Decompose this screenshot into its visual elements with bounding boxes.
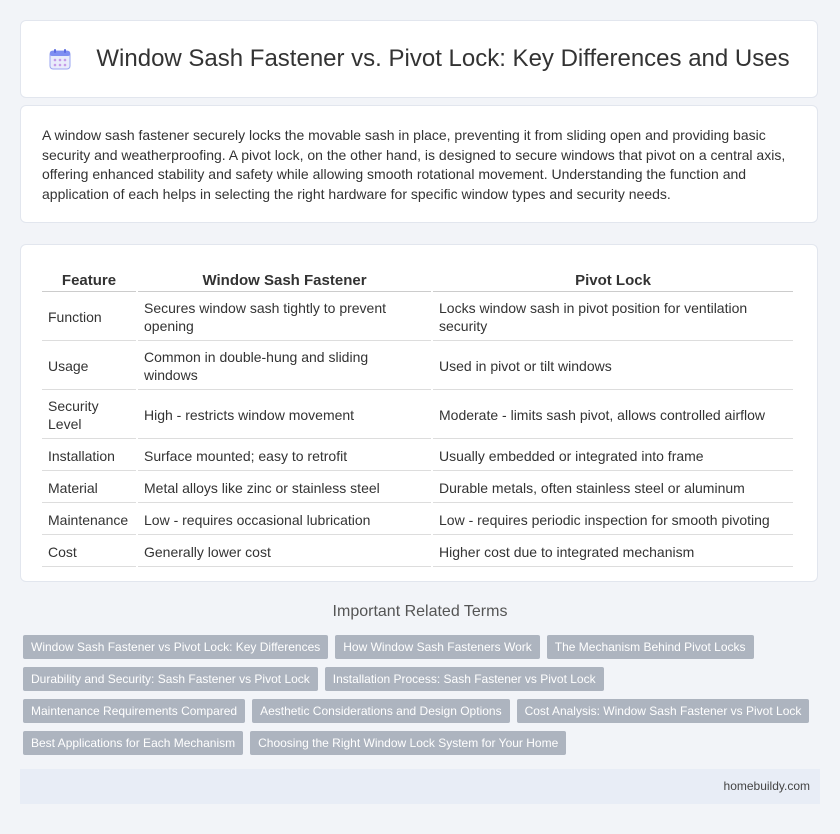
sash-fastener-cell: Low - requires occasional lubrication xyxy=(138,505,431,535)
related-terms-title: Important Related Terms xyxy=(332,603,508,620)
footer xyxy=(20,769,820,804)
comparison-card xyxy=(20,244,818,582)
feature-cell: Installation xyxy=(42,441,136,471)
header-sash-fastener: Window Sash Fastener xyxy=(138,268,431,292)
related-tag-choosing-lock[interactable]: Choosing the Right Window Lock System for Your Home xyxy=(250,731,566,755)
table-row xyxy=(42,343,793,390)
sash-fastener-cell: Surface mounted; easy to retrofit xyxy=(138,441,431,471)
header-feature: Feature xyxy=(42,268,136,292)
related-tag-best-applications[interactable]: Best Applications for Each Mechanism xyxy=(23,731,243,755)
related-tag-key-differences[interactable]: Window Sash Fastener vs Pivot Lock: Key Differences xyxy=(23,635,328,659)
related-tag-pivot-mechanism[interactable]: The Mechanism Behind Pivot Locks xyxy=(547,635,754,659)
sash-fastener-cell: Generally lower cost xyxy=(138,537,431,567)
table-header-row xyxy=(42,268,793,292)
related-tag-durability-security[interactable]: Durability and Security: Sash Fastener vs Pivot Lock xyxy=(23,667,318,691)
pivot-lock-cell: Locks window sash in pivot position for ventilation security xyxy=(433,294,793,341)
intro-card xyxy=(20,105,818,223)
feature-cell: Cost xyxy=(42,537,136,567)
feature-cell: Security Level xyxy=(42,392,136,439)
related-tag-installation-process[interactable]: Installation Process: Sash Fastener vs Pivot Lock xyxy=(325,667,604,691)
feature-cell: Material xyxy=(42,473,136,503)
header-pivot-lock: Pivot Lock xyxy=(433,268,793,292)
related-tag-how-fasteners-work[interactable]: How Window Sash Fasteners Work xyxy=(335,635,540,659)
calendar-icon xyxy=(48,47,72,71)
footer-site-name: homebuildy.com xyxy=(723,779,810,793)
page-title: Window Sash Fastener vs. Pivot Lock: Key Differences and Uses xyxy=(96,45,790,72)
sash-fastener-cell: Secures window sash tightly to prevent opening xyxy=(138,294,431,341)
intro-paragraph: A window sash fastener securely locks the movable sash in place, preventing it from sliding open and providing basic security and weatherproofing. A pivot lock, on the other hand, is designed to secure windows that pivot on a central axis, offering enhanced stability and safety while allowing smooth rotational movement. Understanding the function and application of each helps in selecting the right hardware for specific window types and security needs. xyxy=(42,127,786,202)
related-tag-maintenance[interactable]: Maintenance Requirements Compared xyxy=(23,699,245,723)
pivot-lock-cell: Usually embedded or integrated into frame xyxy=(433,441,793,471)
related-terms-list xyxy=(23,635,823,763)
table-row xyxy=(42,294,793,341)
pivot-lock-cell: Durable metals, often stainless steel or aluminum xyxy=(433,473,793,503)
sash-fastener-cell: Metal alloys like zinc or stainless steel xyxy=(138,473,431,503)
table-row xyxy=(42,441,793,471)
related-tag-aesthetics[interactable]: Aesthetic Considerations and Design Options xyxy=(252,699,509,723)
sash-fastener-cell: High - restricts window movement xyxy=(138,392,431,439)
table-row xyxy=(42,537,793,567)
feature-cell: Usage xyxy=(42,343,136,390)
pivot-lock-cell: Higher cost due to integrated mechanism xyxy=(433,537,793,567)
table-row xyxy=(42,392,793,439)
related-tag-cost-analysis[interactable]: Cost Analysis: Window Sash Fastener vs Pivot Lock xyxy=(517,699,810,723)
pivot-lock-cell: Low - requires periodic inspection for smooth pivoting xyxy=(433,505,793,535)
feature-cell: Maintenance xyxy=(42,505,136,535)
pivot-lock-cell: Moderate - limits sash pivot, allows controlled airflow xyxy=(433,392,793,439)
feature-cell: Function xyxy=(42,294,136,341)
table-row xyxy=(42,505,793,535)
sash-fastener-cell: Common in double-hung and sliding windows xyxy=(138,343,431,390)
title-card xyxy=(20,20,818,98)
table-row xyxy=(42,473,793,503)
comparison-table xyxy=(40,266,795,569)
pivot-lock-cell: Used in pivot or tilt windows xyxy=(433,343,793,390)
